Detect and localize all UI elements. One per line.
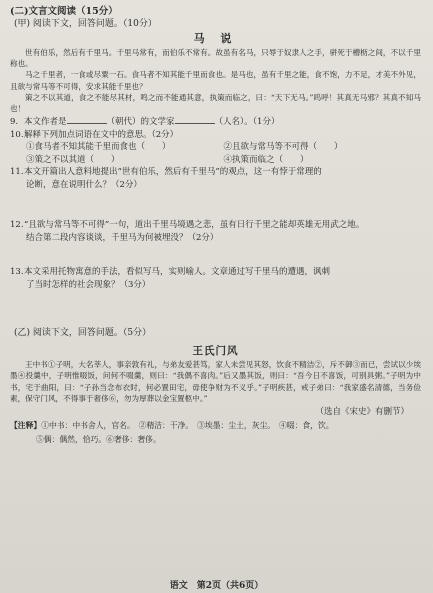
question-13-cont: 了当时怎样的社会现象？（3分）: [26, 279, 151, 290]
section-title: (二)文言文阅读（15分）: [10, 6, 118, 17]
question-10-item-4: ④执策而临之（ ）: [223, 154, 309, 165]
question-10-item-2: ②且欲与常马等不可得（ ）: [223, 142, 343, 153]
part-b-paragraph: 王中书①子明，大名莘人，事亲敦有礼，与弟友爱甚笃，家人未尝见其怒，饮食不精洁②，斥不御③而已，尝试以少埃墨④投羹中，子明惟啜饭，问何不啜羹，则曰：“我偶不喜肉。”后又墨其饭，则曰：“吾今日不喜饭，可别具粥。”子明为中书，宅于曲阳，曰：“子孙当念布衣时，何必置田宅，毋使争财为不义乎。”子明疾甚，戒子弟曰：“我家盛名清德，当务俭素，保守门风，不得事于奢侈⑥，勿为厚葬以金宝置柩中。”: [10, 360, 421, 403]
question-13: 13.本文采用托物寓意的手法，看似写马，实则喻人。文章通过写千里马的遭遇，讽刺: [10, 267, 331, 278]
part-b-source: （选自《宋史》有删节）: [315, 407, 409, 418]
question-10-row-2: [10, 154, 421, 167]
question-12: 12.“且欲与常马等不可得”一句，道出千里马境遇之悲，虽有日行千里之能却英雄无用武之地。: [10, 220, 365, 231]
question-9: 9. 本文作者是 （朝代）的文学家 （人名）。（1分）: [10, 114, 421, 129]
question-12-cont: 结合第二段内容谈谈，千里马为何被埋没？（2分）: [26, 232, 219, 243]
part-b-notes-cont: ⑤偶：偶然，恰巧。⑥奢侈：奢侈。: [36, 435, 161, 445]
answer-blank: [67, 114, 107, 124]
answer-blank: [175, 114, 215, 124]
question-10-item-3: ③策之不以其道（ ）: [26, 154, 120, 165]
notes-label: 【注释】: [10, 421, 42, 431]
question-11-cont: 论断，意在说明什么？（2分）: [26, 179, 142, 190]
part-a-paragraph-3: 策之不以其道，食之不能尽其材，鸣之而不能通其意，执策而临之，曰：“天下无马。”呜呼！其真无马邪？其真不知马也！: [10, 92, 421, 114]
question-11: 11.本文开篇出人意料地提出“世有伯乐，然后有千里马”的观点，这一有悖于常理的: [10, 167, 322, 178]
answer-space: [10, 291, 421, 327]
part-a-paragraph-1: 世有伯乐，然后有千里马。千里马常有，而伯乐不常有。故虽有名马，只辱于奴隶人之手，骈死于槽枥之间，不以千里称也。: [10, 48, 421, 69]
part-b-title: 王氏门风: [192, 345, 239, 358]
part-a-instruction: (甲) 阅读下文，回答问题。（10分）: [14, 19, 157, 29]
question-10: 10.解释下列加点词语在文中的意思。（2分）: [10, 129, 179, 140]
part-b-notes: 【注释】①中书：中书舍人，官名。 ②精洁：干净。 ③埃墨：尘土，灰尘。 ④啜：食，饮。: [10, 421, 334, 431]
answer-space: [10, 244, 421, 266]
question-10-item-1: ①食马者不知其能千里而食也（ ）: [26, 142, 171, 153]
page-footer: 语文 第2页（共6页）: [169, 581, 264, 591]
question-10-row-1: [10, 141, 421, 154]
part-a-paragraph-2: 马之千里者，一食或尽粟一石。食马者不知其能千里而食也。是马也，虽有千里之能，食不饱，力不足，才美不外见，且欲与常马等不可得，安求其能千里也？: [10, 70, 421, 91]
part-b-instruction: (乙) 阅读下文，回答问题。（5分）: [14, 328, 152, 339]
part-a-title: 马 说: [193, 32, 238, 45]
answer-space: [10, 191, 421, 219]
